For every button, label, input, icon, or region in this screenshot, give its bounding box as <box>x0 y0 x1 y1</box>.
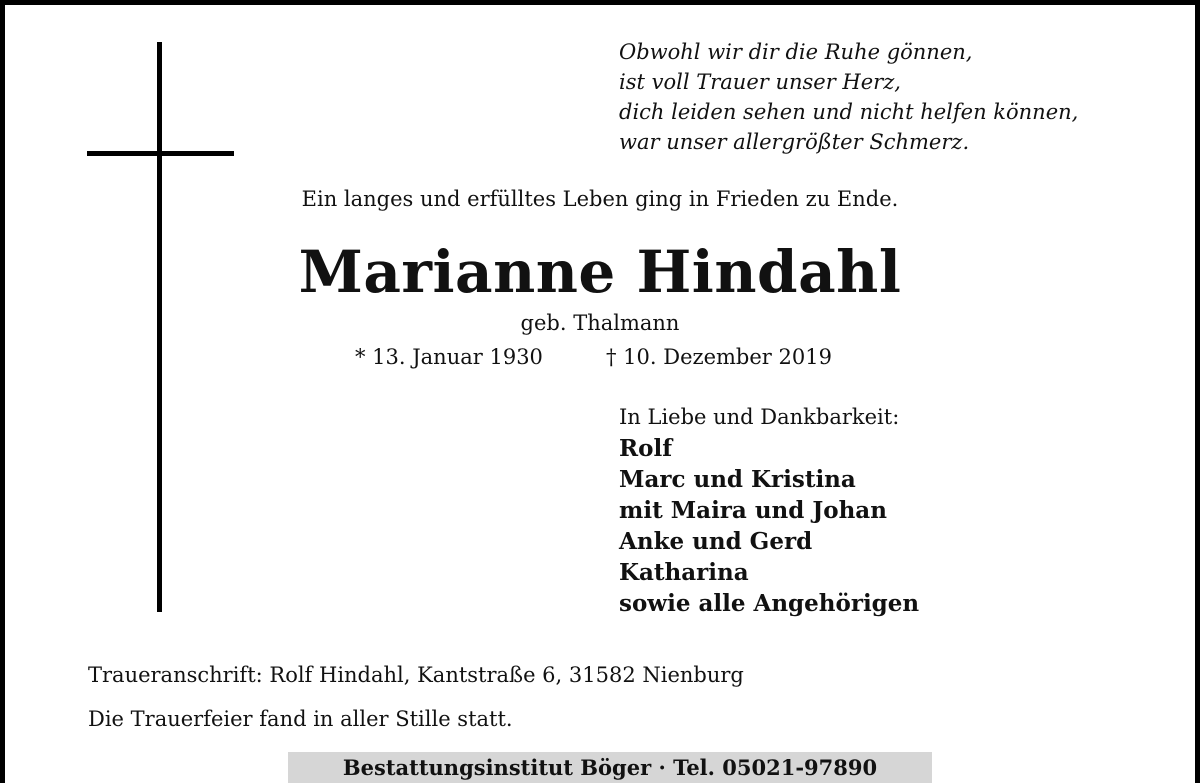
poem-line: war unser allergrößter Schmerz. <box>619 130 970 154</box>
intro-text: Ein langes und erfülltes Leben ging in Frieden zu Ende. <box>301 187 899 211</box>
mourner-name: mit Maira und Johan <box>619 497 887 524</box>
birth-date: * 13. Januar 1930 <box>355 345 543 369</box>
deceased-name: Marianne Hindahl <box>298 238 902 306</box>
cross-icon-crossbar <box>87 151 234 156</box>
mourner-name: Katharina <box>619 559 749 586</box>
funeral-home-footer: Bestattungsinstitut Böger · Tel. 05021-97890 <box>288 752 932 783</box>
death-date: † 10. Dezember 2019 <box>606 345 832 369</box>
poem-line: Obwohl wir dir die Ruhe gönnen, <box>619 40 973 64</box>
poem <box>619 37 1179 157</box>
poem-line: ist voll Trauer unser Herz, <box>619 70 901 94</box>
poem-line: dich leiden sehen und nicht helfen können, <box>619 100 1079 124</box>
mourner-name: Marc und Kristina <box>619 466 856 493</box>
ceremony-note: Die Trauerfeier fand in aller Stille statt. <box>88 707 513 731</box>
mourner-name: Rolf <box>619 435 673 462</box>
maiden-name: geb. Thalmann <box>520 311 680 335</box>
mourners-intro: In Liebe und Dankbarkeit: <box>619 405 900 429</box>
mourning-address: Traueranschrift: Rolf Hindahl, Kantstraße 6, 31582 Nienburg <box>88 663 744 687</box>
mourner-name: Anke und Gerd <box>619 528 813 555</box>
mourners-block <box>619 402 1179 619</box>
mourner-name: sowie alle Angehörigen <box>619 590 920 617</box>
